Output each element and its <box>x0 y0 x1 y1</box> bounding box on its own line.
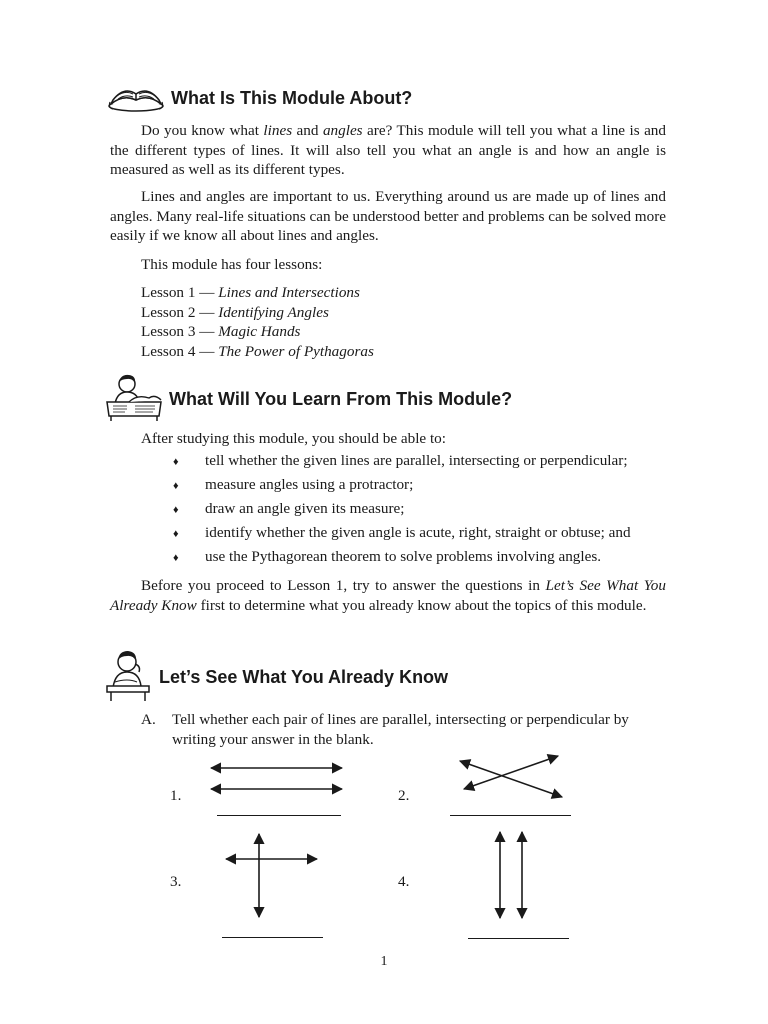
item-number-3: 3. <box>170 873 182 890</box>
intro-paragraph: Do you know what lines and angles are? This module will tell you what a line is and the different types of lines. It will also tell you what an angle is and how an angle is measured as well as its different types. <box>110 122 666 178</box>
objectives-intro: After studying this module, you should be able to: <box>141 430 446 447</box>
lesson-item: Lesson 1 — Lines and Intersections <box>141 284 360 301</box>
diamond-bullet-icon: ♦ <box>173 480 179 492</box>
section-title: What Is This Module About? <box>171 88 413 108</box>
lesson-item: Lesson 3 — Magic Hands <box>141 323 301 340</box>
diamond-bullet-icon: ♦ <box>173 456 179 468</box>
item-number-4: 4. <box>398 873 410 890</box>
diamond-bullet-icon: ♦ <box>173 552 179 564</box>
page-number: 1 <box>380 954 388 969</box>
objective-item: ♦ identify whether the given angle is acute, right, straight or obtuse; and <box>141 524 681 548</box>
objective-item: ♦ draw an angle given its measure; <box>141 500 681 524</box>
lessons-intro: This module has four lessons: <box>141 256 323 273</box>
lesson-item: Lesson 2 — Identifying Angles <box>141 303 329 321</box>
diamond-bullet-icon: ♦ <box>173 528 179 540</box>
line-a <box>460 761 562 797</box>
question-letter: A. <box>141 711 156 728</box>
section-title: What Will You Learn From This Module? <box>169 389 513 409</box>
lesson-item: Lesson 4 — The Power of Pythagoras <box>141 342 374 360</box>
figure-4-parallel-lines <box>500 832 522 918</box>
objective-item: ♦ tell whether the given lines are parallel, intersecting or perpendicular; <box>141 452 681 476</box>
importance-paragraph: Lines and angles are important to us. Everything around us are made up of lines and angles. Many real-life situations can be understood better and problems can be solved more easily if we know all about lines and angles. <box>110 188 666 244</box>
line-b <box>464 756 558 789</box>
objective-item: ♦ measure angles using a protractor; <box>141 476 681 500</box>
figure-3-perpendicular-lines <box>226 834 317 917</box>
figure-2-intersecting-lines <box>460 756 562 797</box>
question-text: Tell whether each pair of lines are parallel, intersecting or perpendicular by writing your answer in the blank. <box>172 711 629 748</box>
item-number-1: 1. <box>170 787 182 804</box>
section-title: Let’s See What You Already Know <box>159 667 449 687</box>
item-number-2: 2. <box>398 787 410 804</box>
pretest-instructions: Before you proceed to Lesson 1, try to answer the questions in Let’s See What You Already Know first to determine what you already know about the topics of this module. <box>110 577 666 614</box>
objective-item: ♦ use the Pythagorean theorem to solve problems involving angles. <box>141 548 681 572</box>
figure-1-parallel-lines <box>211 768 342 789</box>
diamond-bullet-icon: ♦ <box>173 504 179 516</box>
